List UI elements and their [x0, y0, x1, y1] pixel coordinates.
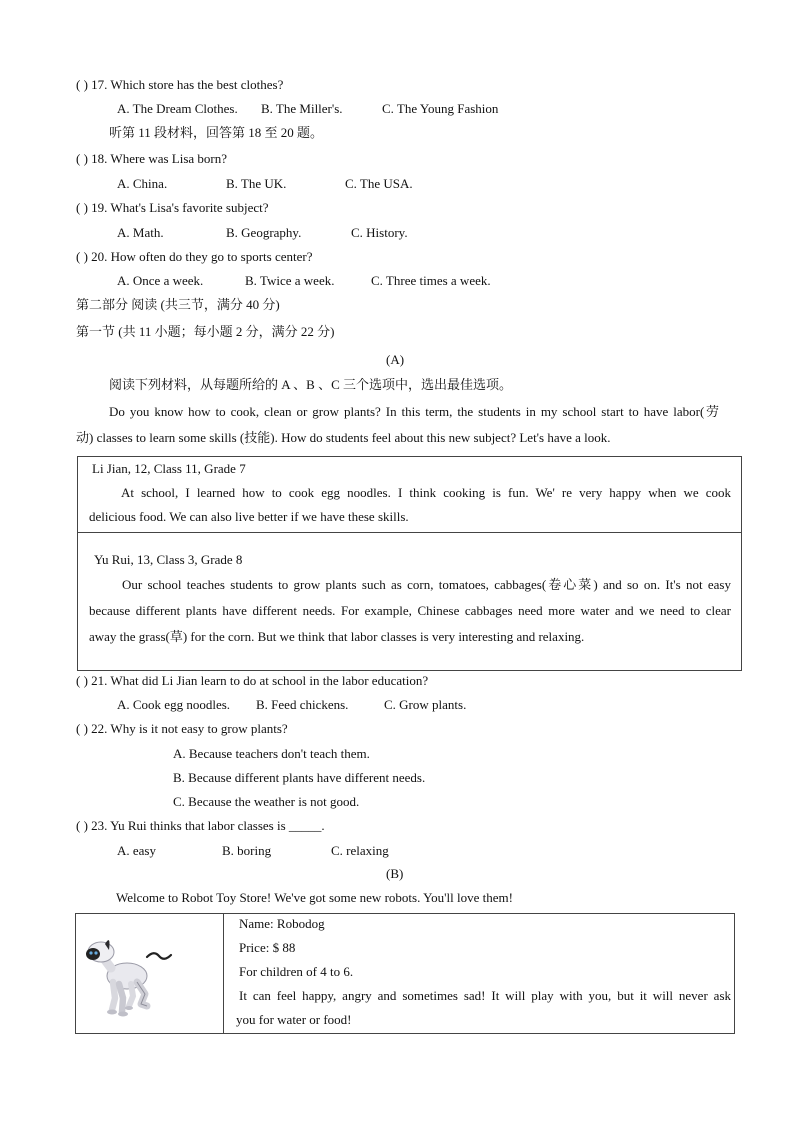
yu-rui-box: [77, 532, 742, 671]
robodog-image: [79, 922, 219, 1024]
question-22-stem: ( ) 22. Why is it not easy to grow plants?: [76, 721, 288, 736]
question-21-stem: ( ) 21. What did Li Jian learn to do at school in the labor education?: [76, 673, 429, 688]
question-18-option-c: C. The USA.: [345, 176, 413, 191]
question-17-option-b: B. The Miller's.: [261, 101, 343, 116]
li-jian-name: Li Jian, 12, Class 11, Grade 7: [92, 461, 246, 476]
passage-b-welcome: Welcome to Robot Toy Store! We've got some new robots. You'll love them!: [116, 890, 513, 905]
yu-rui-text-line-1: Our school teaches students to grow plants such as corn, tomatoes, cabbages(卷心菜) and so on. It's not easy: [122, 577, 731, 592]
yu-rui-text-line-2: because different plants have different needs. For example, Chinese cabbages need more water and we need to clear: [89, 603, 731, 618]
robodog-box-divider: [223, 914, 224, 1033]
question-19-stem: ( ) 19. What's Lisa's favorite subject?: [76, 200, 269, 215]
passage-a-instruction: 阅读下列材料，从每题所给的 A 、B 、C 三个选项中，选出最佳选项。: [109, 377, 513, 392]
question-18-stem: ( ) 18. Where was Lisa born?: [76, 151, 228, 166]
question-21-option-a: A. Cook egg noodles.: [117, 697, 231, 712]
question-19-option-c: C. History.: [351, 225, 408, 240]
question-20-stem: ( ) 20. How often do they go to sports center?: [76, 249, 313, 264]
question-18-option-a: A. China.: [117, 176, 168, 191]
li-jian-text-line-1: At school, I learned how to cook egg noodles. I think cooking is fun. We' re very happy when we cook: [121, 485, 731, 500]
robodog-age: For children of 4 to 6.: [239, 964, 354, 979]
question-19-option-b: B. Geography.: [226, 225, 302, 240]
passage-b-label: (B): [386, 866, 404, 881]
section-1-heading: 第一节 (共 11 小题；每小题 2 分，满分 22 分): [76, 324, 335, 339]
robodog-name: Name: Robodog: [239, 916, 325, 931]
passage-a-label: (A): [386, 352, 405, 367]
question-18-option-b: B. The UK.: [226, 176, 287, 191]
question-23-option-c: C. relaxing: [331, 843, 389, 858]
listening-instruction-11: 听第 11 段材料，回答第 18 至 20 题。: [109, 125, 324, 140]
question-17-option-a: A. The Dream Clothes.: [117, 101, 238, 116]
question-17-stem: ( ) 17. Which store has the best clothes?: [76, 77, 284, 92]
li-jian-box: [77, 456, 742, 533]
question-20-option-a: A. Once a week.: [117, 273, 204, 288]
question-20-option-c: C. Three times a week.: [371, 273, 491, 288]
question-20-option-b: B. Twice a week.: [245, 273, 335, 288]
question-21-option-b: B. Feed chickens.: [256, 697, 349, 712]
question-21-option-c: C. Grow plants.: [384, 697, 467, 712]
yu-rui-name: Yu Rui, 13, Class 3, Grade 8: [94, 552, 243, 567]
question-17-option-c: C. The Young Fashion: [382, 101, 499, 116]
question-19-option-a: A. Math.: [117, 225, 164, 240]
question-23-option-b: B. boring: [222, 843, 272, 858]
question-23-option-a: A. easy: [117, 843, 156, 858]
passage-a-intro-line-2: 动) classes to learn some skills (技能). How do students feel about this new subject? Let's have a look.: [76, 430, 611, 445]
robodog-desc-line-2: you for water or food!: [236, 1012, 352, 1027]
question-22-option-b: B. Because different plants have different needs.: [173, 770, 426, 785]
robodog-desc-line-1: It can feel happy, angry and sometimes sad! It will play with you, but it will never ask: [239, 988, 731, 1003]
yu-rui-text-line-3: away the grass(草) for the corn. But we think that labor classes is very interesting and relaxing.: [89, 629, 585, 644]
question-22-option-a: A. Because teachers don't teach them.: [173, 746, 370, 761]
question-23-stem: ( ) 23. Yu Rui thinks that labor classes is _____.: [76, 818, 325, 833]
passage-a-intro-line-1: Do you know how to cook, clean or grow plants? In this term, the students in my school start to have labor(劳: [109, 404, 719, 419]
robodog-box: [75, 913, 735, 1034]
robodog-price: Price: $ 88: [239, 940, 296, 955]
question-22-option-c: C. Because the weather is not good.: [173, 794, 360, 809]
li-jian-text-line-2: delicious food. We can also live better if we have these skills.: [89, 509, 409, 524]
part-2-heading: 第二部分 阅读 (共三节，满分 40 分): [76, 297, 280, 312]
